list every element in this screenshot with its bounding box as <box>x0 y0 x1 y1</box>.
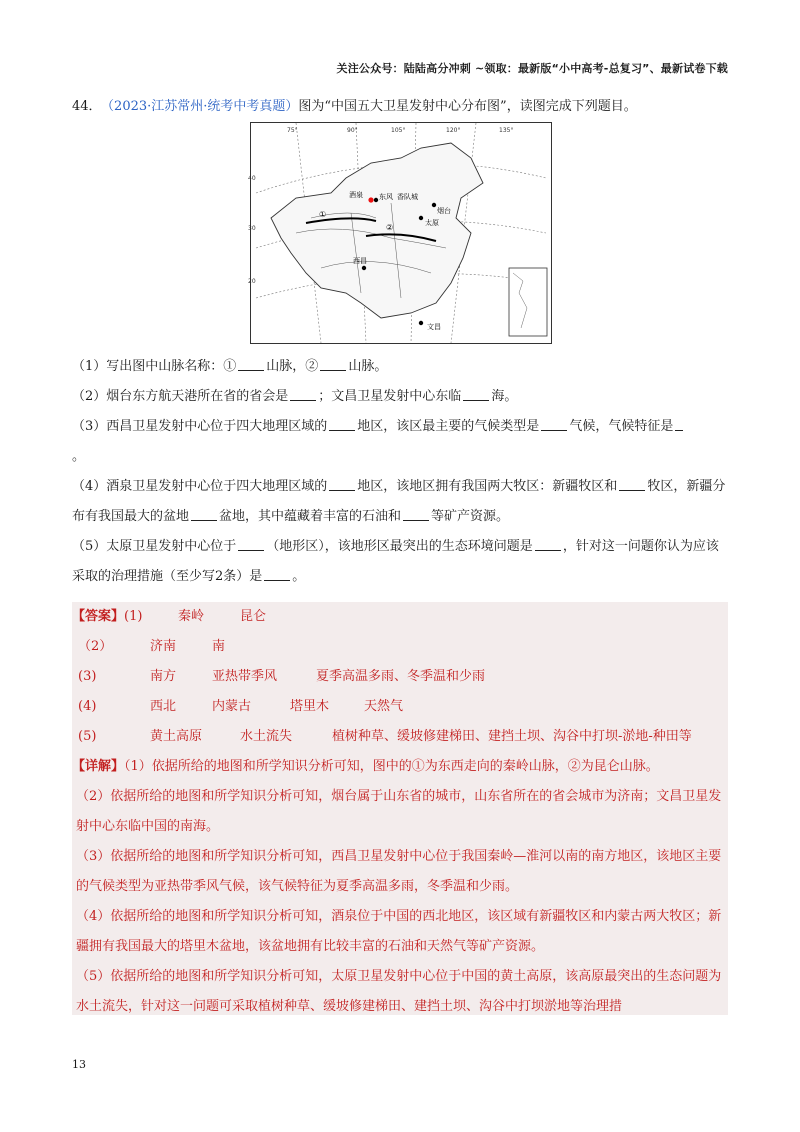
map-label-wenchang: 文昌 <box>427 323 441 331</box>
map-label-taiyuan: 太原 <box>425 219 439 227</box>
map-label-jiuquan: 酒泉 <box>349 191 363 199</box>
answer-blank[interactable] <box>320 356 346 371</box>
question-source: （2023·江苏常州·统考中考真题） <box>107 99 299 114</box>
answer-blank[interactable] <box>290 386 316 401</box>
answer-blank[interactable] <box>264 566 290 581</box>
detail-tag: 【详解】 <box>72 759 125 774</box>
question-number: 44． <box>72 99 102 114</box>
map-label-dongfeng: 东风 <box>379 193 393 201</box>
sub-question-2: （2）烟台东方航天港所在省的省会是 ；文昌卫星发射中心东临 海。 <box>72 382 728 412</box>
question-block <box>72 94 728 592</box>
answer-row-4: (4) 西北 内蒙古 塔里木 天然气 <box>78 699 404 714</box>
sub-question-4: （4）酒泉卫星发射中心位于四大地理区域的 地区，该地区拥有我国两大牧区：新疆牧区和 牧区，新疆分布有我国最大的盆地 盆地，其中蕴藏着丰富的石油和 等矿产资源。 <box>72 472 728 532</box>
detail-paragraph-4: （4）依据所给的地图和所学知识分析可知，酒泉位于中国的西北地区，该区域有新疆牧区和内蒙古两大牧区；新疆拥有我国最大的塔里木盆地，该盆地拥有比较丰富的石油和天然气等矿产资源。 <box>76 909 722 954</box>
detail-paragraph-2: （2）依据所给的地图和所学知识分析可知，烟台属于山东省的城市，山东省所在的省会城市为济南；文昌卫星发射中心东临中国的南海。 <box>76 789 722 834</box>
sub-question-3: （3）西昌卫星发射中心位于四大地理区域的 地区，该区最主要的气候类型是 气候，气候特征是 。 <box>72 412 728 472</box>
answer-blank[interactable] <box>238 356 264 371</box>
answer-blank[interactable] <box>329 476 355 491</box>
lon-label-135: 135° <box>499 127 514 134</box>
lat-label-20: 20 <box>248 278 256 285</box>
map-label-xichang: 西昌 <box>353 257 367 265</box>
answer-row-3: (3) 南方 亚热带季风 夏季高温多雨、冬季温和少雨 <box>78 669 486 684</box>
answer-section <box>72 602 728 1015</box>
question-text: 图为“中国五大卫星发射中心分布图”，读图完成下列题目。 <box>298 99 637 114</box>
answer-blank[interactable] <box>619 476 645 491</box>
answer-row-2: （2） 济南 南 <box>78 639 226 654</box>
lon-label-90: 90° <box>347 127 358 134</box>
south-china-sea-inset <box>509 268 547 336</box>
lat-label-30: 30 <box>248 225 256 232</box>
map-label-xiangdui: 香队城 <box>397 193 418 201</box>
answer-blank[interactable] <box>238 536 264 551</box>
map-label-yantai: 烟台 <box>437 207 451 215</box>
answer-blank[interactable] <box>191 506 217 521</box>
sub-question-1: （1）写出图中山脉名称：① 山脉，② 山脉。 <box>72 352 728 382</box>
answer-blank[interactable] <box>463 386 489 401</box>
detail-paragraph-5: （5）依据所给的地图和所学知识分析可知，太原卫星发射中心位于中国的黄土高原，该高原最突出的生态问题为水土流失，针对这一问题可采取植树种草、缓坡修建梯田、建挡土坝、沟谷中打坝淤地等治理措 <box>76 969 722 1014</box>
lon-label-105: 105° <box>391 127 406 134</box>
sub-questions <box>72 352 728 592</box>
sub-question-5: （5）太原卫星发射中心位于 （地形区），该地形区最突出的生态环境问题是 ，针对这一问题你认为应该采取的治理措施（至少写2条）是 。 <box>72 532 728 592</box>
detail-row-1: 【详解】（1）依据所给的地图和所学知识分析可知，图中的①为东西走向的秦岭山脉，②为昆仑山脉。 <box>72 759 659 774</box>
detail-paragraph-3: （3）依据所给的地图和所学知识分析可知，西昌卫星发射中心位于我国秦岭—淮河以南的南方地区，该地区主要的气候类型为亚热带季风气候，该气候特征为夏季高温多雨，冬季温和少雨。 <box>76 849 722 894</box>
answer-row-1: 【答案】(1) 秦岭 昆仑 <box>72 602 728 632</box>
page-number: 13 <box>72 1058 86 1071</box>
answer-blank[interactable] <box>535 536 561 551</box>
svg-text:①: ① <box>319 210 327 219</box>
question-stem <box>72 94 728 120</box>
china-satellite-map <box>250 122 552 344</box>
answer-blank[interactable] <box>675 416 683 431</box>
answer-blank[interactable] <box>403 506 429 521</box>
answer-tag: 【答案】 <box>72 609 125 624</box>
svg-text:②: ② <box>386 223 394 232</box>
answer-blank[interactable] <box>541 416 567 431</box>
lon-label-120: 120° <box>446 127 461 134</box>
lat-label-40: 40 <box>248 175 256 182</box>
page-header: 关注公众号：陆陆高分冲刺 ~领取：最新版“小中高考-总复习”、最新试卷下载 <box>336 62 728 75</box>
answer-blank[interactable] <box>329 416 355 431</box>
answer-row-5: (5) 黄土高原 水土流失 植树种草、缓坡修建梯田、建挡土坝、沟谷中打坝-淤地-种田等 <box>78 729 692 744</box>
lon-label-75: 75° <box>287 127 298 134</box>
